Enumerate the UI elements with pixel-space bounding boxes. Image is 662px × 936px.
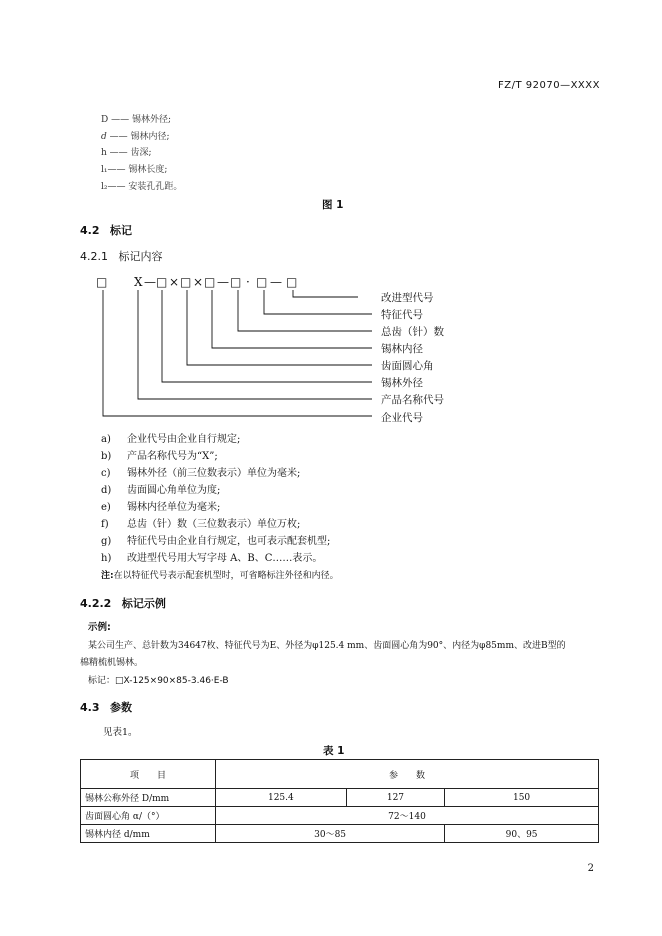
diagram-label: 锡林内径 [381, 343, 423, 355]
header-item: 项 目 [81, 760, 216, 789]
note-label: 注: [101, 571, 114, 581]
example-label: 示例: [88, 622, 111, 633]
formula-box-improved-type: □ [286, 275, 298, 289]
table-row [81, 789, 599, 807]
formula-dot: · [246, 275, 250, 289]
formula-box-outer-diameter: □ [156, 275, 168, 289]
diagram-label: 改进型代号 [381, 292, 434, 304]
table-row [81, 807, 599, 825]
row-label: 锡林内径 d/mm [81, 825, 216, 843]
list-text: 特征代号由企业自行规定，也可表示配套机型; [127, 536, 331, 547]
table-cell: 90、95 [445, 825, 599, 843]
section-title: 参数 [110, 701, 132, 714]
list-key: f) [101, 519, 109, 530]
diagram-label: 锡林外径 [381, 377, 423, 389]
row-label: 锡林公称外径 D/mm [81, 789, 216, 807]
list-text: 总齿（针）数（三位数表示）单位万枚; [127, 519, 301, 530]
leader-line [293, 290, 358, 297]
list-text: 锡林内径单位为毫米; [127, 502, 221, 513]
list-text: 企业代号由企业自行规定; [127, 434, 241, 445]
note-text: 在以特征代号表示配套机型时，可省略标注外径和内径。 [113, 571, 339, 581]
list-item [101, 532, 330, 547]
symbol: l₁ [101, 165, 108, 175]
list-key: h) [101, 553, 112, 564]
leader-line [212, 290, 372, 348]
symbol-dash: —— [109, 148, 128, 158]
leader-line [103, 290, 372, 416]
table-row [81, 825, 599, 843]
figure-caption: 图 1 [322, 199, 344, 211]
diagram-label: 企业代号 [381, 412, 423, 424]
list-key: b) [101, 451, 112, 462]
list-key: d) [101, 485, 112, 496]
list-key: c) [101, 468, 111, 479]
list-text: 锡林外径（前三位数表示）单位为毫米; [127, 468, 301, 479]
symbol-dash: —— [109, 132, 128, 142]
table-header-row [81, 760, 599, 789]
table-cell: 72～140 [216, 807, 599, 825]
table-cell: 30～85 [216, 825, 445, 843]
symbol-text: 安装孔孔距。 [128, 182, 183, 192]
list-text: 产品名称代号为“X”; [127, 451, 218, 462]
standard-code-header: FZ/T 92070—XXXX [498, 80, 600, 91]
formula-dash: — [217, 275, 229, 289]
table-caption: 表 1 [323, 745, 345, 757]
formula-times: × [169, 275, 180, 289]
section-heading-4-2-2 [80, 595, 166, 611]
formula-box-central-angle: □ [180, 275, 192, 289]
leader-line [264, 290, 372, 314]
symbol-text: 锡林外径; [131, 115, 172, 125]
row-label: 齿面圆心角 α/（°） [81, 807, 216, 825]
see-table-text: 见表1。 [103, 727, 138, 738]
symbol: l₂ [101, 182, 108, 192]
section-title: 标记示例 [121, 597, 166, 610]
list-item [101, 464, 300, 479]
diagram-label: 总齿（针）数 [381, 326, 444, 338]
diagram-label: 齿面圆心角 [381, 360, 434, 372]
header-params: 参 数 [216, 760, 599, 789]
list-item [101, 498, 220, 513]
table-cell: 150 [445, 789, 599, 807]
list-item [101, 515, 300, 530]
formula-dash: — [270, 275, 282, 289]
leader-line [138, 290, 372, 399]
parameter-table [80, 759, 599, 843]
section-number: 4.3 [80, 701, 100, 714]
formula-box-enterprise-code: □ [96, 275, 108, 289]
leader-line [187, 290, 372, 365]
example-text-line: 棉精梳机锡林。 [80, 658, 144, 668]
symbol-text: 锡林内径; [130, 132, 170, 142]
diagram-label: 产品名称代号 [381, 394, 444, 406]
symbol: d [101, 132, 107, 142]
symbol: D [101, 115, 109, 125]
rules-note [101, 568, 339, 581]
list-text: 齿面圆心角单位为度; [127, 485, 221, 496]
diagram-label: 特征代号 [381, 309, 423, 321]
symbol: h [101, 148, 107, 158]
list-text: 改进型代号用大写字母 A、B、C……表示。 [127, 553, 323, 564]
list-item [101, 430, 240, 445]
example-text-line: 某公司生产、总针数为34647枚、特征代号为E、外径为φ125.4 mm、齿面圆心角为90°、内径为φ85mm、改进B型的 [88, 641, 566, 651]
section-heading-4-3 [80, 699, 132, 715]
symbol-text: 锡林长度; [128, 165, 168, 175]
section-number: 4.2.2 [80, 597, 112, 610]
example-mark: 标记：□X-125×90×85-3.46·E-B [88, 676, 229, 686]
list-key: a) [101, 434, 111, 445]
list-item [101, 549, 322, 564]
symbol-dash: —— [107, 165, 126, 175]
symbol-dash: —— [111, 115, 130, 125]
table-cell: 125.4 [216, 789, 347, 807]
section-title: 标记内容 [118, 250, 163, 263]
section-title: 标记 [110, 224, 132, 237]
formula-box-feature-code: □ [256, 275, 268, 289]
formula-box-inner-diameter: □ [204, 275, 216, 289]
list-key: e) [101, 502, 111, 513]
list-key: g) [101, 536, 112, 547]
leader-line [162, 290, 372, 382]
formula-dash: — [144, 275, 156, 289]
formula-product-code: X [134, 275, 143, 289]
list-item [101, 481, 220, 496]
formula-times: × [193, 275, 204, 289]
leader-line [238, 290, 372, 331]
list-item [101, 447, 218, 462]
section-number: 4.2 [80, 224, 100, 237]
page-number: 2 [587, 863, 594, 874]
section-number: 4.2.1 [80, 250, 108, 263]
symbol-dash: —— [107, 182, 126, 192]
table-cell: 127 [346, 789, 444, 807]
symbol-text: 齿深; [130, 148, 152, 158]
formula-box-total-teeth: □ [230, 275, 242, 289]
